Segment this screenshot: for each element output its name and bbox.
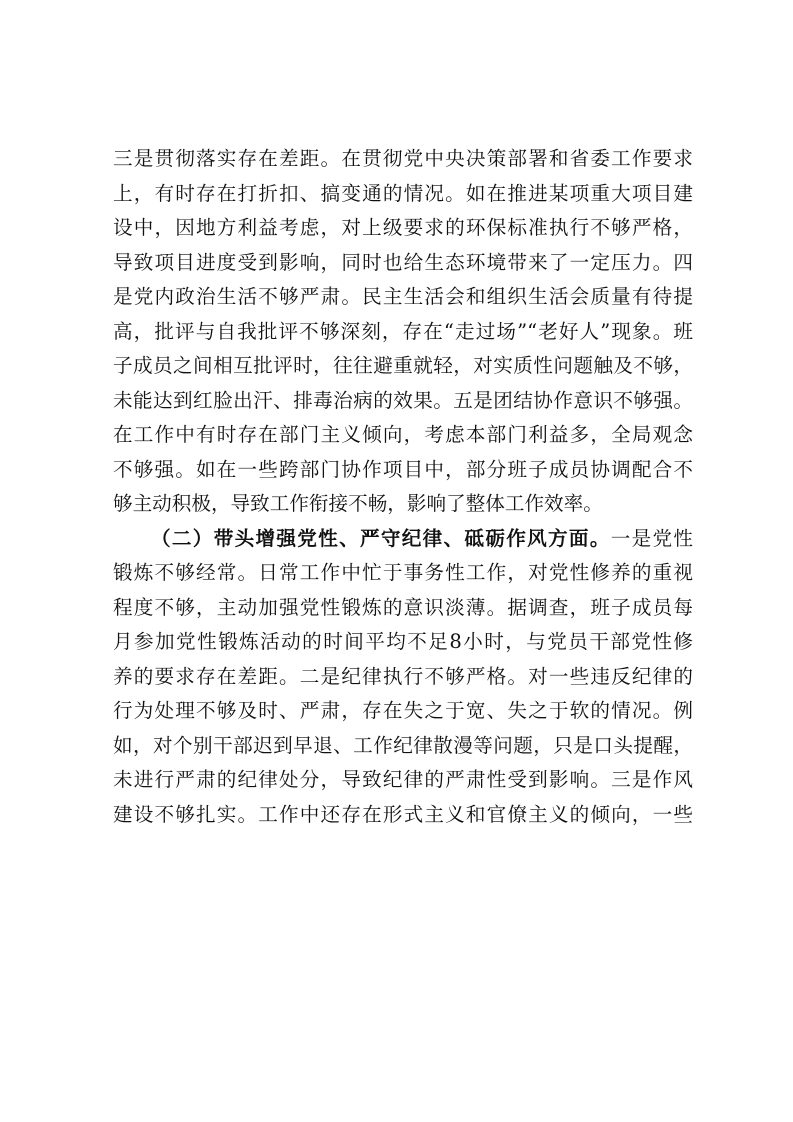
text-run: 一是党性: [610, 526, 694, 550]
text-line: 够主动积极，导致工作衔接不畅，影响了整体工作效率。: [113, 492, 603, 515]
text-line: 如，对个别干部迟到早退、工作纪律散漫等问题，只是口头提醒，: [113, 733, 693, 757]
text-line: 未进行严肃的纪律处分，导致纪律的严肃性受到影响。三是作风: [113, 768, 693, 791]
text-line: 高，批评与自我批评不够深刻，存在“走过场”“老好人”现象。班: [113, 319, 693, 343]
text-line: 上，有时存在打折扣、搞变通的情况。如在推进某项重大项目建: [113, 181, 693, 205]
paragraph-2: [113, 522, 693, 833]
text-line: 三是贯彻落实存在差距。在贯彻党中央决策部署和省委工作要求: [113, 147, 693, 170]
text-line: 程度不够，主动加强党性锻炼的意识淡薄。据调查，班子成员每: [113, 595, 693, 619]
text-line: 不够强。如在一些跨部门协作项目中，部分班子成员协调配合不: [113, 457, 693, 481]
text-line: 导致项目进度受到影响，同时也给生态环境带来了一定压力。四: [113, 250, 693, 274]
text-line: 在工作中有时存在部门主义倾向，考虑本部门利益多，全局观念: [113, 423, 693, 446]
text-line: 月参加党性锻炼活动的时间平均不足8小时，与党员干部党性修: [113, 630, 693, 653]
text-line: 未能达到红脸出汗、排毒治病的效果。五是团结协作意识不够强。: [113, 388, 693, 412]
text-line: 是党内政治生活不够严肃。民主生活会和组织生活会质量有待提: [113, 285, 693, 308]
text-line: 设中，因地方利益考虑，对上级要求的环保标准执行不够严格，: [113, 216, 693, 239]
section-first-line: [113, 522, 693, 557]
section-heading: （二）带头增强党性、严守纪律、砥砺作风方面。: [151, 526, 611, 550]
text-line: 子成员之间相互批评时，往往避重就轻，对实质性问题触及不够，: [113, 354, 693, 377]
text-line: 养的要求存在差距。二是纪律执行不够严格。对一些违反纪律的: [113, 664, 693, 688]
text-line: 锻炼不够经常。日常工作中忙于事务性工作，对党性修养的重视: [113, 561, 693, 584]
text-line: 行为处理不够及时、严肃，存在失之于宽、失之于软的情况。例: [113, 699, 693, 722]
document-body: [113, 142, 693, 832]
text-line: 建设不够扎实。工作中还存在形式主义和官僚主义的倾向，一些: [113, 802, 693, 826]
paragraph-1: [113, 142, 693, 522]
